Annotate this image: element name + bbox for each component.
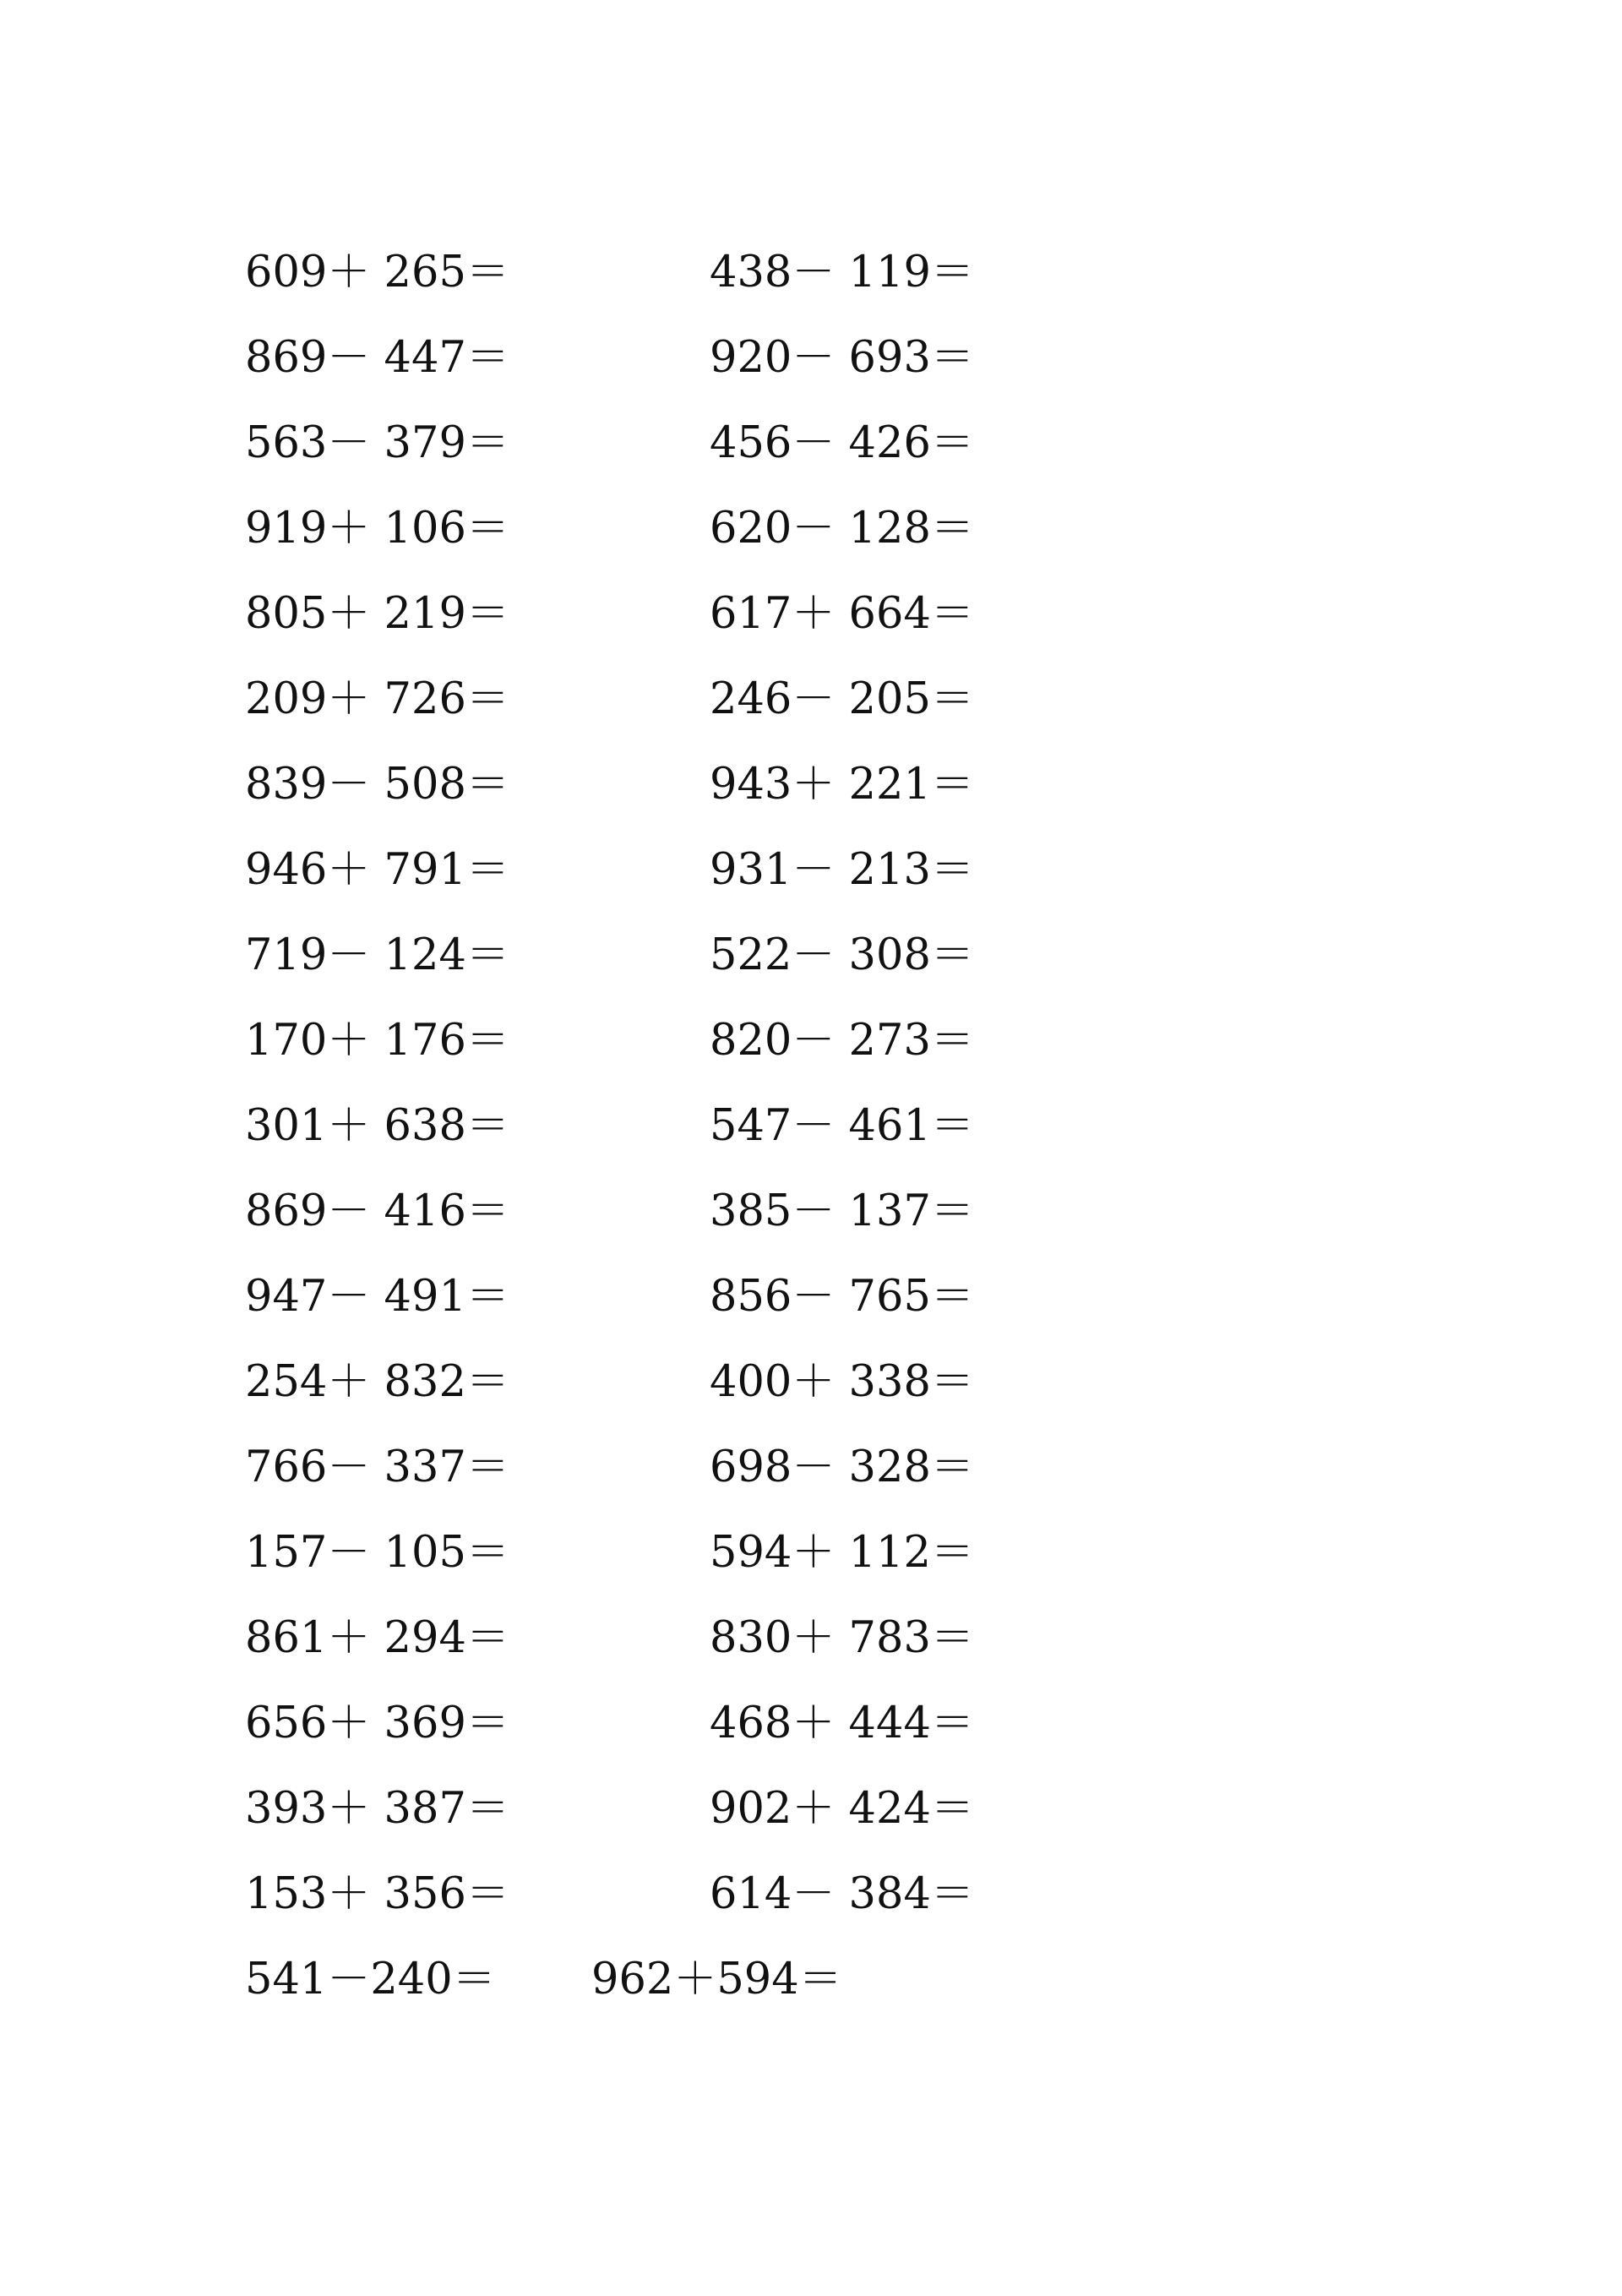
problem-right: 614－ 384＝: [710, 1869, 974, 1919]
problem-left: 869－ 416＝: [245, 1186, 509, 1236]
problem-left: 301＋ 638＝: [245, 1101, 509, 1151]
problem-left: 609＋ 265＝: [245, 248, 509, 297]
problem-left: 719－ 124＝: [245, 930, 509, 980]
problem-right: 468＋ 444＝: [710, 1699, 974, 1748]
problem-right: 547－ 461＝: [710, 1101, 974, 1151]
problem-left: 919＋ 106＝: [245, 504, 509, 554]
problem-left: 157－ 105＝: [245, 1528, 509, 1578]
problem-left: 946＋ 791＝: [245, 845, 509, 895]
problem-last-left: 541－240＝: [245, 1955, 496, 2004]
problem-right: 856－ 765＝: [710, 1272, 974, 1322]
problem-left: 656＋ 369＝: [245, 1699, 509, 1748]
problem-right: 620－ 128＝: [710, 504, 974, 554]
problem-right: 522－ 308＝: [710, 930, 974, 980]
problem-left: 254＋ 832＝: [245, 1357, 509, 1407]
problem-left: 393＋ 387＝: [245, 1784, 509, 1834]
problem-left: 805＋ 219＝: [245, 589, 509, 639]
problem-right: 820－ 273＝: [710, 1016, 974, 1066]
problem-right: 943＋ 221＝: [710, 760, 974, 810]
problem-left: 153＋ 356＝: [245, 1869, 509, 1919]
problem-left: 766－ 337＝: [245, 1442, 509, 1492]
problem-right: 246－ 205＝: [710, 674, 974, 724]
problem-right: 830＋ 783＝: [710, 1613, 974, 1663]
problem-left: 563－ 379＝: [245, 418, 509, 468]
problem-left: 209＋ 726＝: [245, 674, 509, 724]
problem-right: 438－ 119＝: [710, 248, 974, 297]
problem-right: 902＋ 424＝: [710, 1784, 974, 1834]
problem-last-right: 962＋594＝: [591, 1955, 842, 2004]
problem-left: 947－ 491＝: [245, 1272, 509, 1322]
problem-right: 920－ 693＝: [710, 333, 974, 383]
problem-left: 839－ 508＝: [245, 760, 509, 810]
problem-right: 617＋ 664＝: [710, 589, 974, 639]
problem-left: 170＋ 176＝: [245, 1016, 509, 1066]
problem-left: 869－ 447＝: [245, 333, 509, 383]
problem-right: 385－ 137＝: [710, 1186, 974, 1236]
problem-right: 456－ 426＝: [710, 418, 974, 468]
problem-right: 698－ 328＝: [710, 1442, 974, 1492]
problem-right: 594＋ 112＝: [710, 1528, 974, 1578]
problem-right: 931－ 213＝: [710, 845, 974, 895]
problem-right: 400＋ 338＝: [710, 1357, 974, 1407]
problem-left: 861＋ 294＝: [245, 1613, 509, 1663]
